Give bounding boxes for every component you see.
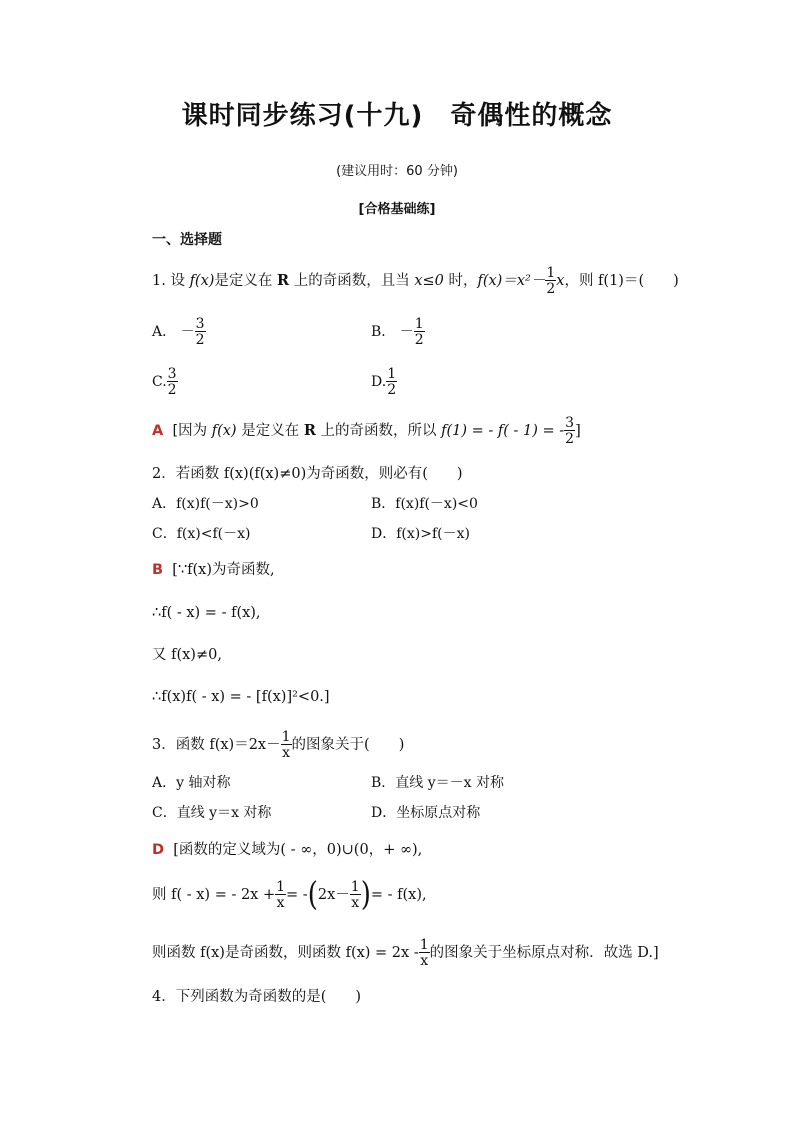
fraction: $\frac{1}{2}$ xyxy=(546,265,556,297)
q1-option-a: A． － $\frac{3}{2}$ xyxy=(152,316,205,348)
answer-letter: A xyxy=(152,423,164,439)
q2-option-c: C．f(x)<f(－x) xyxy=(152,526,251,542)
q3-option-b: B．直线 y＝－x 对称 xyxy=(371,775,504,791)
q3-answer-line-1: D [函数的定义域为( - ∞，0)∪(0，+ ∞), xyxy=(152,842,423,858)
q3-answer-line-2: 则 f( - x) = - 2x + $\frac{1}{x}$ = -(2x－ $\frac{1}{x}$ )= - f(x), xyxy=(152,876,427,914)
answer-letter: B xyxy=(152,562,164,578)
q3-option-a: A．y 轴对称 xyxy=(152,775,231,791)
q2-option-a: A．f(x)f(－x)>0 xyxy=(152,496,259,512)
q1-option-c: C. $\frac{3}{2}$ xyxy=(152,366,177,398)
q3-option-d: D．坐标原点对称 xyxy=(371,805,481,821)
q1-answer: A [因为 f(x) 是定义在 R 上的奇函数，所以 f(1) = - f( - 1) = - $\frac{3}{2}$ ] xyxy=(152,415,581,447)
q2-option-d: D．f(x)>f(－x) xyxy=(371,526,470,542)
q2-option-b: B．f(x)f(－x)<0 xyxy=(371,496,478,512)
answer-letter: D xyxy=(152,842,165,858)
section-badge: [合格基础练] xyxy=(358,202,436,217)
q2-answer-line-3: 又 f(x)≠0, xyxy=(152,647,222,663)
q1-option-d: D. $\frac{1}{2}$ xyxy=(371,366,397,398)
question-2-stem: 2．若函数 f(x)(f(x)≠0)为奇函数，则必有( ) xyxy=(152,466,463,482)
question-4-stem: 4．下列函数为奇函数的是( ) xyxy=(152,989,362,1005)
q2-answer-line-2: ∴f( - x) = - f(x), xyxy=(152,605,261,621)
question-1-stem: 1. 设 f(x)是定义在 R 上的奇函数，且当 x≤0 时，f(x)＝x²－ $\frac{1}{2}$ x，则 f(1)＝( ) xyxy=(152,265,679,297)
q2-answer-line-4: ∴f(x)f( - x) = - [f(x)]²<0.] xyxy=(152,689,330,705)
question-3-stem: 3．函数 f(x)＝2x－ $\frac{1}{x}$ 的图象关于( ) xyxy=(152,729,405,761)
suggested-time: (建议用时：60 分钟) xyxy=(336,164,458,179)
q3-answer-line-3: 则函数 f(x)是奇函数，则函数 f(x) = 2x - $\frac{1}{x}$ 的图象关于坐标原点对称．故选 D.] xyxy=(152,937,659,969)
q3-option-c: C．直线 y＝x 对称 xyxy=(152,805,272,821)
q2-answer-line-1: B [∵f(x)为奇函数, xyxy=(152,562,275,578)
q1-option-b: B． － $\frac{1}{2}$ xyxy=(371,316,424,348)
page-title: 课时同步练习(十九) 奇偶性的概念 xyxy=(181,101,613,131)
section-heading: 一、选择题 xyxy=(152,232,222,248)
